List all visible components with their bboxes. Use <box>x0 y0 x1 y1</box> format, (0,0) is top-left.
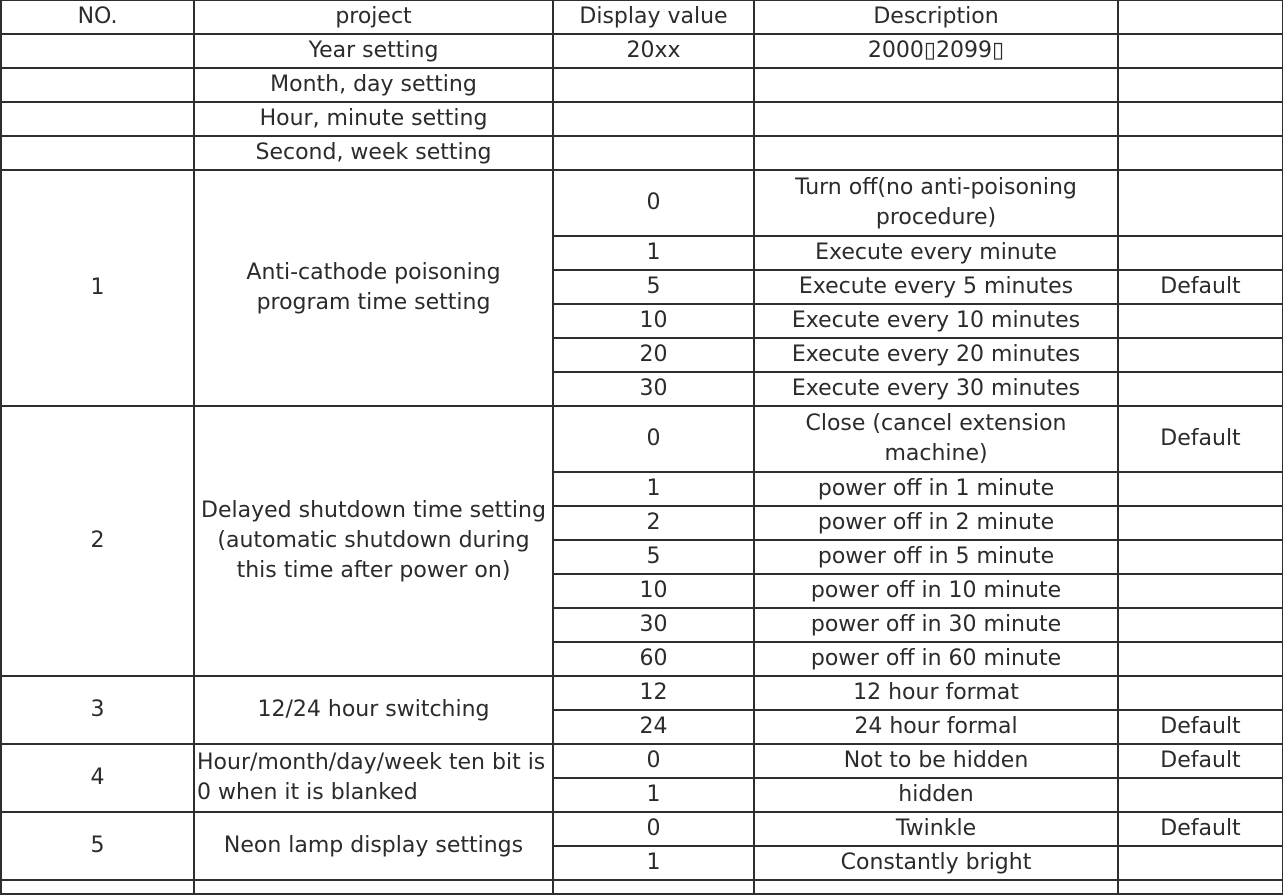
header-row <box>1 0 1283 34</box>
description-cell: hidden <box>754 778 1118 812</box>
display-value-cell: 10 <box>553 304 754 338</box>
description-cell: 12 hour format <box>754 676 1118 710</box>
default-cell <box>1118 304 1283 338</box>
table-row <box>1 880 1283 894</box>
description-cell: Constantly bright <box>754 846 1118 880</box>
display-value-cell: 5 <box>553 540 754 574</box>
description-cell: Twinkle <box>754 812 1118 846</box>
group-project-cell: Anti-cathode poisoning program time setting <box>194 170 553 406</box>
group-no-cell: 1 <box>1 170 194 406</box>
default-cell <box>1118 880 1283 894</box>
default-cell <box>1118 676 1283 710</box>
default-cell <box>1118 540 1283 574</box>
display-value-cell <box>553 136 754 170</box>
default-cell: Default <box>1118 270 1283 304</box>
default-cell <box>1118 170 1283 236</box>
default-cell <box>1118 506 1283 540</box>
display-value-cell: 0 <box>553 170 754 236</box>
description-cell: power off in 10 minute <box>754 574 1118 608</box>
description-cell: power off in 2 minute <box>754 506 1118 540</box>
default-cell <box>1118 608 1283 642</box>
default-cell <box>1118 642 1283 676</box>
default-cell <box>1118 778 1283 812</box>
table-row <box>1 676 1283 710</box>
default-cell: Default <box>1118 812 1283 846</box>
display-value-cell: 5 <box>553 270 754 304</box>
no-cell <box>1 68 194 102</box>
display-value-cell: 20xx <box>553 34 754 68</box>
group-project-cell: Neon lamp display settings <box>194 812 553 880</box>
description-cell <box>754 880 1118 894</box>
description-cell <box>754 68 1118 102</box>
display-value-cell: 30 <box>553 608 754 642</box>
default-cell <box>1118 338 1283 372</box>
default-cell <box>1118 34 1283 68</box>
default-cell <box>1118 372 1283 406</box>
table-row <box>1 68 1283 102</box>
display-value-cell: 0 <box>553 744 754 778</box>
default-cell <box>1118 136 1283 170</box>
description-cell: power off in 5 minute <box>754 540 1118 574</box>
header-project: project <box>194 0 553 34</box>
display-value-cell: 1 <box>553 846 754 880</box>
table-row <box>1 136 1283 170</box>
description-cell <box>754 102 1118 136</box>
description-cell: Execute every 5 minutes <box>754 270 1118 304</box>
no-cell <box>1 34 194 68</box>
description-cell: Close (cancel extension machine) <box>754 406 1118 472</box>
project-cell: Year setting <box>194 34 553 68</box>
display-value-cell: 10 <box>553 574 754 608</box>
default-cell: Default <box>1118 710 1283 744</box>
group-project-cell: Delayed shutdown time setting (automatic shutdown during this time after power on) <box>194 406 553 676</box>
no-cell <box>1 880 194 894</box>
description-cell: power off in 30 minute <box>754 608 1118 642</box>
group-no-cell: 3 <box>1 676 194 744</box>
project-cell <box>194 880 553 894</box>
default-cell <box>1118 68 1283 102</box>
description-cell: power off in 60 minute <box>754 642 1118 676</box>
project-cell: Hour, minute setting <box>194 102 553 136</box>
display-value-cell <box>553 102 754 136</box>
group-project-cell: 12/24 hour switching <box>194 676 553 744</box>
no-cell <box>1 136 194 170</box>
project-cell: Month, day setting <box>194 68 553 102</box>
default-cell <box>1118 102 1283 136</box>
display-value-cell: 0 <box>553 812 754 846</box>
table-row <box>1 744 1283 778</box>
description-cell: Execute every 30 minutes <box>754 372 1118 406</box>
group-project-cell: Hour/month/day/week ten bit is 0 when it is blanked <box>194 744 553 812</box>
display-value-cell: 0 <box>553 406 754 472</box>
display-value-cell: 1 <box>553 472 754 506</box>
display-value-cell <box>553 68 754 102</box>
default-cell <box>1118 472 1283 506</box>
default-cell: Default <box>1118 744 1283 778</box>
table-row <box>1 34 1283 68</box>
header-display-value: Display value <box>553 0 754 34</box>
header-default <box>1118 0 1283 34</box>
default-cell <box>1118 574 1283 608</box>
description-cell: 24 hour formal <box>754 710 1118 744</box>
header-description: Description <box>754 0 1118 34</box>
description-cell: Execute every 20 minutes <box>754 338 1118 372</box>
header-no: NO. <box>1 0 194 34</box>
description-cell: 2000▯2099▯ <box>754 34 1118 68</box>
description-cell: Turn off(no anti-poisoning procedure) <box>754 170 1118 236</box>
display-value-cell: 12 <box>553 676 754 710</box>
default-cell <box>1118 236 1283 270</box>
table-row <box>1 812 1283 846</box>
display-value-cell: 1 <box>553 778 754 812</box>
display-value-cell: 20 <box>553 338 754 372</box>
display-value-cell: 2 <box>553 506 754 540</box>
display-value-cell: 30 <box>553 372 754 406</box>
display-value-cell <box>553 880 754 894</box>
default-cell: Default <box>1118 406 1283 472</box>
display-value-cell: 24 <box>553 710 754 744</box>
group-no-cell: 2 <box>1 406 194 676</box>
table-row <box>1 102 1283 136</box>
display-value-cell: 60 <box>553 642 754 676</box>
group-no-cell: 5 <box>1 812 194 880</box>
group-no-cell: 4 <box>1 744 194 812</box>
description-cell: power off in 1 minute <box>754 472 1118 506</box>
default-cell <box>1118 846 1283 880</box>
table-row <box>1 406 1283 472</box>
description-cell: Not to be hidden <box>754 744 1118 778</box>
no-cell <box>1 102 194 136</box>
description-cell <box>754 136 1118 170</box>
description-cell: Execute every minute <box>754 236 1118 270</box>
display-value-cell: 1 <box>553 236 754 270</box>
project-cell: Second, week setting <box>194 136 553 170</box>
table-row <box>1 170 1283 236</box>
description-cell: Execute every 10 minutes <box>754 304 1118 338</box>
